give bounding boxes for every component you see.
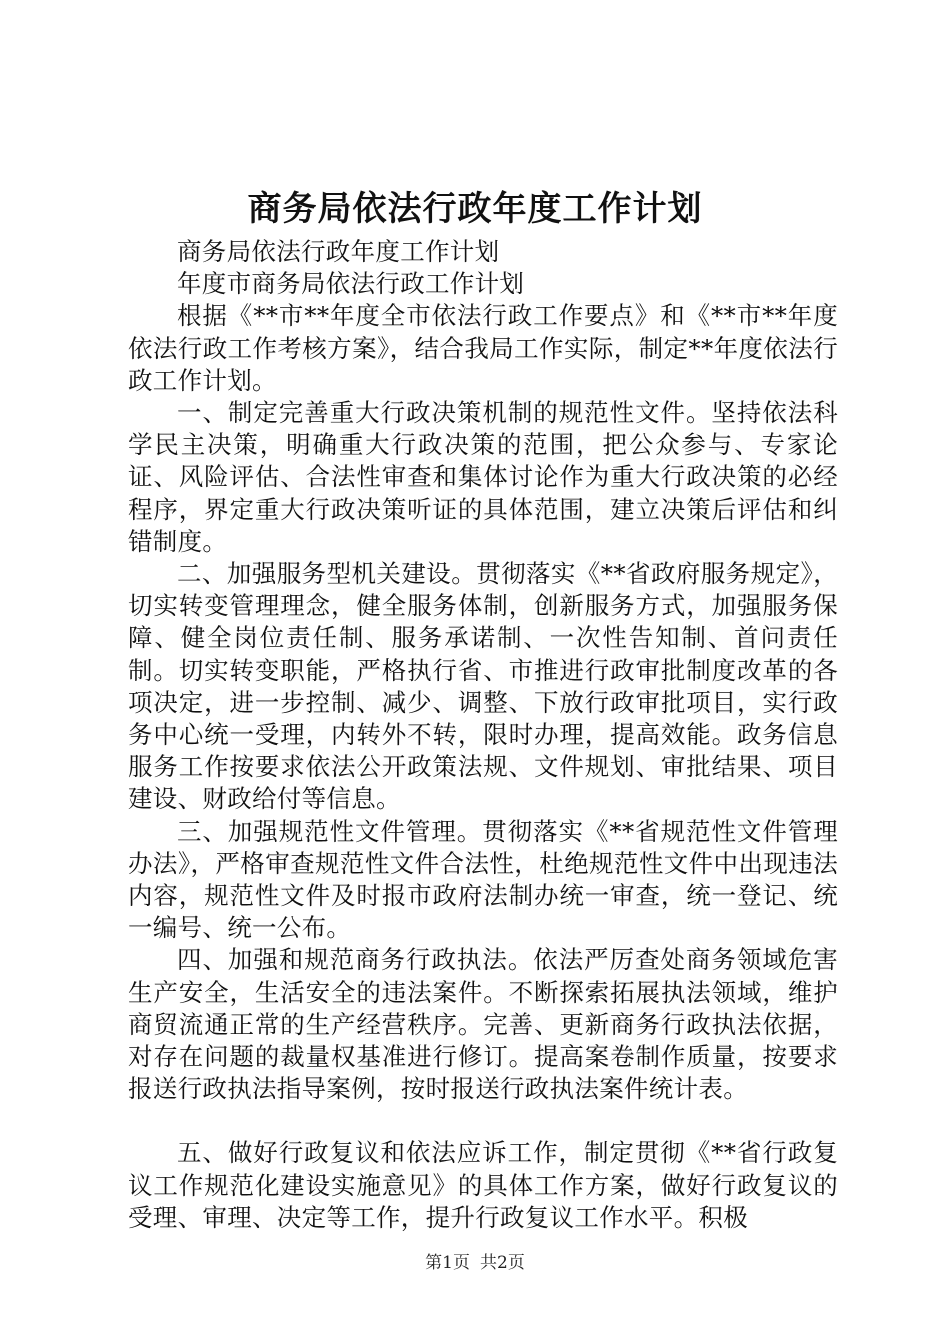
paragraph: 一、制定完善重大行政决策机制的规范性文件。坚持依法科学民主决策，明确重大行政决策的范围，把公众参与、专家论证、风险评估、合法性审查和集体讨论作为重大行政决策的必经程序，界定重大行政决策听证的具体范围，建立决策后评估和纠错制度。 <box>128 398 838 556</box>
paragraph: 四、加强和规范商务行政执法。依法严厉查处商务领域危害生产安全，生活安全的违法案件。不断探索拓展执法领域，维护商贸流通正常的生产经营秩序。完善、更新商务行政执法依据，对存在问题的裁量权基准进行修订。提高案卷制作质量，按要求报送行政执法指导案例，按时报送行政执法案件统计表。 <box>128 945 838 1104</box>
paragraph: 年度市商务局依法行政工作计划 <box>177 269 525 299</box>
paragraph: 根据《**市**年度全市依法行政工作要点》和《**市**年度依法行政工作考核方案》，结合我局工作实际，制定**年度依法行政工作计划。 <box>128 301 838 395</box>
paragraph: 二、加强服务型机关建设。贯彻落实《**省政府服务规定》，切实转变管理理念，健全服务体制，创新服务方式，加强服务保障、健全岗位责任制、服务承诺制、一次性告知制、首问责任制。切实转变职能，严格执行省、市推进行政审批制度改革的各项决定，进一步控制、减少、调整、下放行政审批项目，实行政务中心统一受理，内转外不转，限时办理，提高效能。政务信息服务工作按要求依法公开政策法规、文件规划、审批结果、项目建设、财政给付等信息。 <box>128 559 838 814</box>
paragraph: 三、加强规范性文件管理。贯彻落实《**省规范性文件管理办法》，严格审查规范性文件合法性，杜绝规范性文件中出现违法内容，规范性文件及时报市政府法制办统一审查，统一登记、统一编号、统一公布。 <box>128 816 838 943</box>
document-title: 商务局依法行政年度工作计划 <box>247 189 703 229</box>
page-number: 第1页 <box>425 1253 470 1273</box>
page-footer <box>0 1248 950 1273</box>
paragraph: 商务局依法行政年度工作计划 <box>177 237 500 266</box>
document-body <box>128 236 838 1234</box>
paragraph: 五、做好行政复议和依法应诉工作，制定贯彻《**省行政复议工作规范化建设实施意见》的具体工作方案，做好行政复议的受理、审理、决定等工作，提升行政复议工作水平。积极 <box>128 1138 838 1232</box>
page-total: 共2页 <box>480 1253 525 1273</box>
